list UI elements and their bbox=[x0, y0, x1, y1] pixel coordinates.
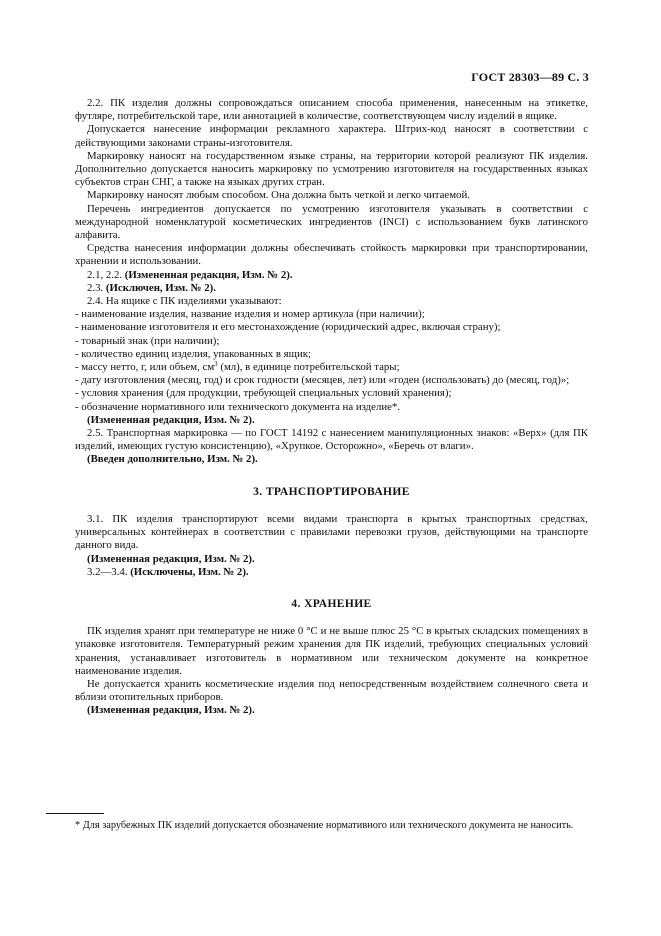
clause-2-2-method: Маркировку наносят любым способом. Она должна быть четкой и легко читаемой. bbox=[87, 189, 470, 202]
amendment-text: (Исключены, Изм. № 2). bbox=[130, 565, 249, 578]
amendment-ref: 2.1, 2.2. bbox=[87, 268, 123, 281]
footnote-mark: *. bbox=[391, 400, 401, 413]
amendment-text: (Исключен, Изм. № 2). bbox=[105, 281, 216, 294]
list-item: - дату изготовления (месяц, год) и срок годности (месяцев, лет) или «годен (использовать) до (месяц, год)»; bbox=[75, 374, 570, 387]
list-item bbox=[75, 401, 588, 414]
footnote-divider bbox=[46, 813, 104, 814]
amendment-ref: 3.2—3.4. bbox=[87, 565, 128, 578]
clause-2-2-ingredients: Перечень ингредиентов допускается по усмотрению изготовителя указывать в соответствии с международной номенклатурой косметических ингредиентов (INCI) с использованием букв латинского алфавита. bbox=[75, 202, 588, 242]
clause-2-2-durability: Средства нанесения информации должны обеспечивать стойкость маркировки при транспортировании, хранении и использовании. bbox=[75, 242, 588, 268]
list-item: - наименование изготовителя и его местонахождение (юридический адрес, включая страну); bbox=[75, 321, 501, 334]
superscript: 3 bbox=[214, 360, 218, 369]
amendment-note: (Измененная редакция, Изм. № 2). bbox=[87, 552, 255, 565]
clause-2-2-language: Маркировку наносят на государственном языке страны, на территории которой реализуют ПК изделия. Дополнительно допускается наносить маркировку по усмотрению изготовителя на государственных языках субъектов стран СНГ, а также на языках других стран. bbox=[75, 149, 588, 189]
clause-2-2: 2.2. ПК изделия должны сопровождаться описанием способа применения, нанесенным на этикетке, футляре, потребительской таре, или аннотацией в количестве, соответствующем числу изделий в ящике. bbox=[75, 97, 588, 123]
list-item: - условия хранения (для продукции, требующей специальных условий хранения); bbox=[75, 387, 452, 400]
document-body bbox=[75, 97, 588, 718]
list-item-mass: - массу нетто, г, или объем, см bbox=[75, 361, 215, 374]
amendment-note bbox=[75, 269, 588, 282]
footnote: * Для зарубежных ПК изделий допускается обозначение нормативного или технического документа не наносить. bbox=[75, 820, 574, 831]
clause-2-5: 2.5. Транспортная маркировка — по ГОСТ 14192 с нанесением манипуляционных знаков: «Верх» (для ПК изделий, имеющих густую консистенцию), «Хрупкое. Осторожно», «Беречь от влаги». bbox=[75, 427, 588, 453]
section-heading-transport: 3. ТРАНСПОРТИРОВАНИЕ bbox=[253, 485, 410, 498]
amendment-text: (Измененная редакция, Изм. № 2). bbox=[124, 268, 293, 281]
amendment-ref: 2.3. bbox=[87, 281, 104, 294]
clause-3-1: 3.1. ПК изделия транспортируют всеми видами транспорта в крытых транспортных средствах, универсальных контейнерах в соответствии с правилами перевозки грузов, действующими на транспорте данного вида. bbox=[75, 512, 588, 552]
clause-4-sunlight: Не допускается хранить косметические изделия под непосредственным воздействием солнечного света и вблизи отопительных приборов. bbox=[75, 677, 588, 704]
clause-4-storage: ПК изделия хранят при температуре не ниже 0 °С и не выше плюс 25 °С в крытых складских помещениях в упаковке изготовителя. Температурный режим хранения для ПК изделий, требующих специальных условий хранения, устанавливает изготовитель в нормативном или техническом документе на конкретное наименование изделия. bbox=[75, 625, 588, 677]
clause-2-4: 2.4. На ящике с ПК изделиями указывают: bbox=[87, 295, 282, 308]
amendment-note: (Измененная редакция, Изм. № 2). bbox=[87, 704, 255, 717]
page-header: ГОСТ 28303—89 С. 3 bbox=[471, 70, 589, 84]
list-item: - наименование изделия, название изделия и номер артикула (при наличии); bbox=[75, 308, 425, 321]
clause-2-2-advert: Допускается нанесение информации рекламного характера. Штрих-код наносят в соответствии с действующими законами страны-изготовителя. bbox=[75, 123, 588, 149]
amendment-note bbox=[75, 566, 588, 579]
amendment-note: (Измененная редакция, Изм. № 2). bbox=[87, 413, 255, 426]
amendment-note bbox=[75, 282, 588, 295]
list-item bbox=[75, 361, 588, 374]
list-item: - товарный знак (при наличии); bbox=[75, 334, 220, 347]
amendment-note: (Введен дополнительно, Изм. № 2). bbox=[87, 453, 258, 466]
section-heading-storage: 4. ХРАНЕНИЕ bbox=[291, 597, 372, 610]
list-item: - количество единиц изделия, упакованных в ящик; bbox=[75, 347, 311, 360]
list-item-mass-tail: (мл), в единице потребительской тары; bbox=[217, 361, 400, 374]
list-item-doc: - обозначение нормативного или технического документа на изделие bbox=[75, 400, 392, 413]
